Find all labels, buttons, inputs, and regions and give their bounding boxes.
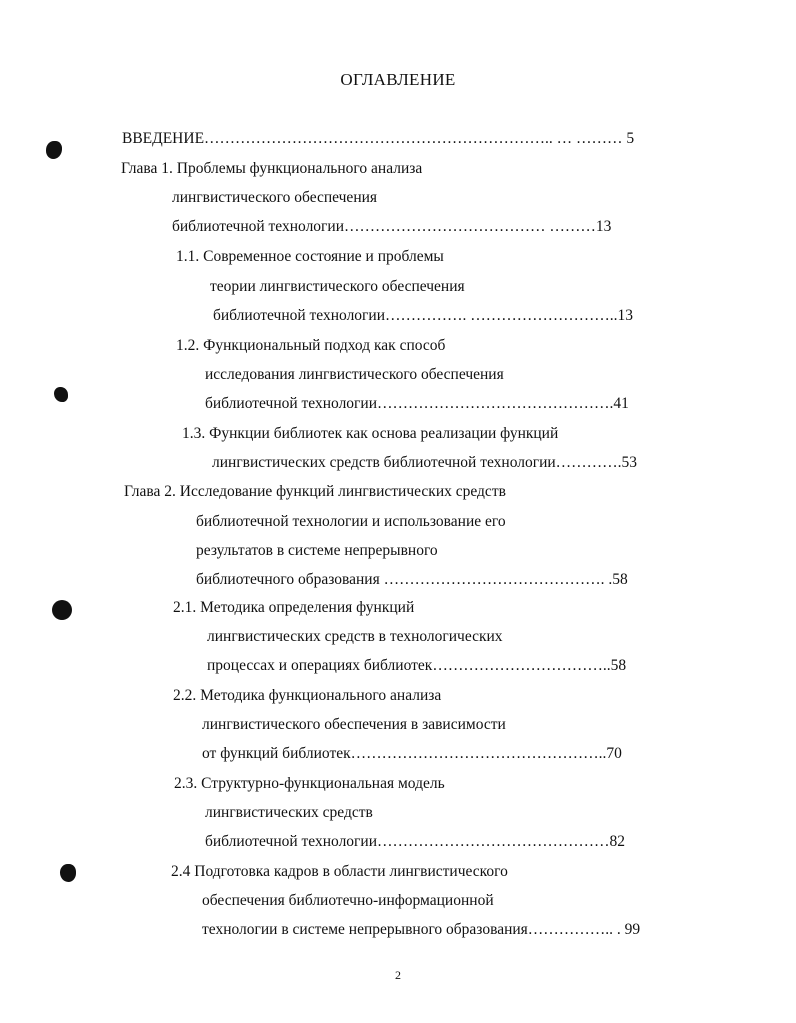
toc-section-1-1-line-2: теории лингвистического обеспечения — [210, 278, 465, 295]
page-number: 2 — [395, 968, 401, 982]
toc-chapter-1-line-2: лингвистического обеспечения — [172, 189, 378, 206]
toc-section-2-3-line-1: 2.3. Структурно-функциональная модель — [174, 775, 445, 792]
toc-section-2-2-line-2: лингвистического обеспечения в зависимости — [202, 716, 506, 733]
toc-chapter-1-line-1: Глава 1. Проблемы функционального анализа — [121, 160, 423, 177]
hole-punch-mark — [52, 600, 72, 620]
toc-section-2-2-line-1: 2.2. Методика функционального анализа — [173, 687, 442, 704]
toc-section-2-2-line-3: от функций библиотек…………………………………………..70 — [202, 745, 622, 762]
toc-section-1-2-line-3: библиотечной технологии……………………………………….41 — [205, 395, 629, 412]
toc-section-2-3-line-3: библиотечной технологии………………………………………82 — [205, 833, 626, 850]
toc-section-2-1-line-3: процессах и операциях библиотек……………………………..58 — [207, 657, 627, 674]
toc-chapter-2-line-1: Глава 2. Исследование функций лингвистических средств — [124, 483, 506, 500]
toc-section-2-1-line-2: лингвистических средств в технологических — [207, 628, 503, 645]
toc-chapter-2-line-4: библиотечного образования ……………………………………. .58 — [196, 571, 628, 588]
toc-section-1-2-line-1: 1.2. Функциональный подход как способ — [176, 337, 446, 354]
toc-chapter-1-line-3: библиотечной технологии………………………………… ………13 — [172, 218, 612, 235]
toc-section-2-3-line-2: лингвистических средств — [205, 804, 373, 821]
toc-chapter-2-line-3: результатов в системе непрерывного — [196, 542, 438, 559]
toc-section-2-4-line-3: технологии в системе непрерывного образования…………….. . 99 — [202, 921, 641, 938]
toc-section-1-1-line-1: 1.1. Современное состояние и проблемы — [176, 248, 444, 265]
toc-section-2-4-line-2: обеспечения библиотечно-информационной — [202, 892, 494, 909]
toc-section-2-4-line-1: 2.4 Подготовка кадров в области лингвистического — [171, 863, 508, 880]
page-title: ОГЛАВЛЕНИЕ — [340, 70, 456, 89]
toc-section-2-1-line-1: 2.1. Методика определения функций — [173, 599, 415, 616]
toc-section-1-3-line-1: 1.3. Функции библиотек как основа реализации функций — [182, 425, 559, 442]
toc-section-1-2-line-2: исследования лингвистического обеспечения — [205, 366, 504, 383]
hole-punch-mark — [54, 387, 68, 402]
toc-section-1-1-line-3: библиотечной технологии……………. ………………………..13 — [213, 307, 634, 324]
toc-section-1-3-line-2: лингвистических средств библиотечной технологии………….53 — [212, 454, 638, 471]
hole-punch-mark — [46, 141, 62, 159]
hole-punch-mark — [60, 864, 76, 882]
toc-chapter-2-line-2: библиотечной технологии и использование его — [196, 513, 506, 530]
toc-entry-introduction: ВВЕДЕНИЕ………………………………………………………….. … ……… 5 — [122, 130, 635, 147]
